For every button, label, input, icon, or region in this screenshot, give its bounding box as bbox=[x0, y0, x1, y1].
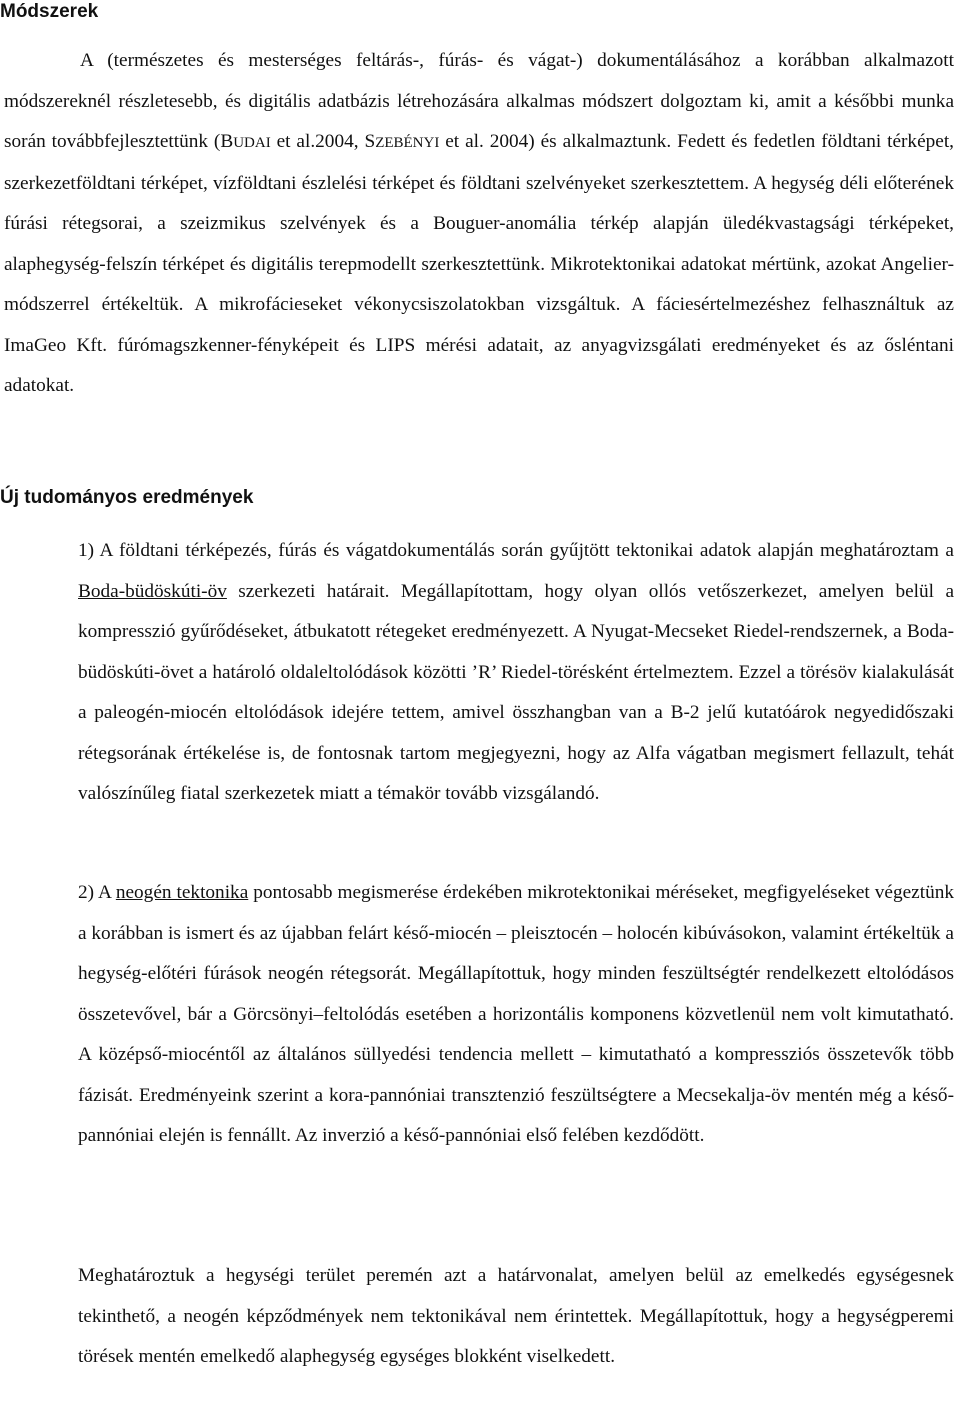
citation-author-szebenyi: ZEBÉNYI bbox=[375, 135, 440, 151]
result-2-text-after: pontosabb megismerése érdekében mikrotektonikai méréseket, megfigyeléseket végeztünk a korábban is ismert és az újabban felárt késő-miocén – pleisztocén – holocén kibúvásokon, valamint értékeltük a hegység-előtéri fúrások neogén rétegsorát. Megállapítottuk, hogy minden feszültségtér rendelkezett eltolódásos összetevővel, bár a Görcsönyi–feltolódás esetében a horizontális komponens közvetlenül nem volt kimutatható. A középső-miocéntől az általános süllyedési tendencia mellett – kimutatható a kompressziós összetevők több fázisát. Eredményeink szerint a kora-pannóniai transztenzió feszültségtere a Mecsekalja-öv mentén még a késő-pannóniai elején is fennállt. Az inverzió a késő-pannóniai első felében kezdődött. bbox=[78, 882, 955, 1146]
methods-text-c: et al. 2004) és alkalmaztunk. Fedett és fedetlen földtani térképet, szerkezetföldtani térképet, vízföldtani észlelési térképet és földtani szelvényeket szerkesztettem. A hegység déli előterének fúrási rétegsorai, a szeizmikus szelvények és a Bouguer-anomália térkép alapján üledékvastagsági térképeket, alaphegység-felszín térképet és digitális terepmodellt szerkesztettünk. Mikrotektonikai adatokat mértünk, azokat Angelier-módszerrel értékeltük. A mikrofácieseket vékonycsiszolatokban vizsgáltuk. A fáciesértelmezéshez felhasználtuk az ImaGeo Kft. fúrómagszkenner-fényképeit és LIPS mérési adatait, az anyagvizsgálati eredményeket és az ősléntani adatokat. bbox=[4, 131, 955, 396]
methods-heading: Módszerek bbox=[0, 1, 99, 22]
result-3-paragraph: Meghatároztuk a hegységi terület peremén azt a határvonalat, amelyen belül az emelkedés egységesnek tekinthető, a neogén képződmények nem tektonikával nem érintettek. Megállapítottuk, hogy a hegységperemi törések mentén emelkedő alaphegység egységes blokként viselkedett. bbox=[78, 1265, 954, 1367]
result-1-text-before: 1) A földtani térképezés, fúrás és vágatdokumentálás során gyűjtött tektonikai adatok alapján meghatároztam a bbox=[78, 540, 954, 561]
result-1-paragraph bbox=[78, 531, 954, 815]
citation-author-budai: UDAI bbox=[233, 135, 271, 151]
result-2-underlined-term: neogén tektonika bbox=[115, 882, 249, 903]
result-2-text-before: 2) A bbox=[78, 882, 116, 903]
result-1-underlined-term: Boda-büdöskúti-öv bbox=[78, 580, 227, 602]
methods-paragraph bbox=[4, 41, 954, 407]
result-2-paragraph bbox=[78, 873, 954, 1157]
methods-text-a: A (természetes és mesterséges feltárás-, fúrás- és vágat-) dokumentálásához a korábban alkalmazott módszereknél részletesebb, és digitális adatbázis létrehozására alkalmas módszert dolgoztam ki, amit a későbbi munka során továbbfejlesztettünk (B bbox=[4, 50, 954, 152]
result-1-text-after: szerkezeti határait. Megállapítottam, hogy olyan ollós vetőszerkezet, amelyen belül a kompresszió gyűrődéseket, átbukatott rétegeket eredményezett. A Nyugat-Mecseket Riedel-rendszernek, a Boda-büdöskúti-övet a határoló oldaleltolódások közötti ’R’ Riedel-törésként értelmeztem. Ezzel a törésöv kialakulását a paleogén-miocén eltolódások idejére tettem, amivel összhangban van a B-2 jelű kutatóárok negyedidőszaki rétegsorának értékelése is, de fontosnak tartom megjegyezni, hogy az Alfa vágatban megismert fellazult, tehát valószínűleg fiatal szerkezetek miatt a témakör tovább vizsgálandó. bbox=[78, 580, 954, 804]
methods-text-b: et al.2004, S bbox=[270, 131, 376, 152]
results-heading: Új tudományos eredmények bbox=[0, 487, 254, 508]
